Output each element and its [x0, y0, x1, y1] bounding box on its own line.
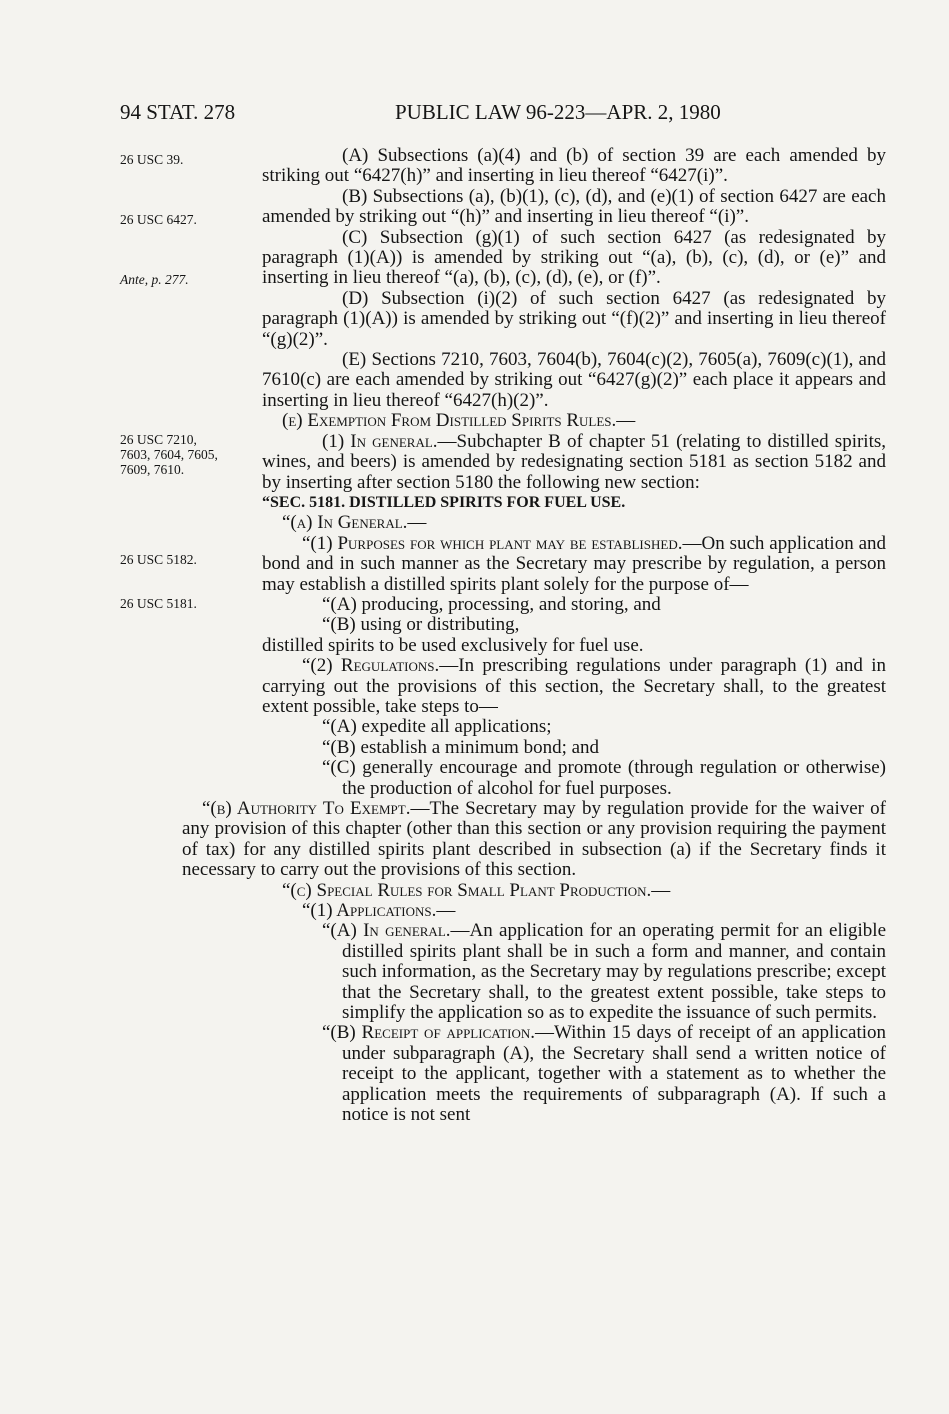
paragraph-heading: “(2) Regulations.: [302, 655, 440, 677]
paragraph-heading: “(1) Purposes for which plant may be established.: [302, 532, 683, 554]
running-header: PUBLIC LAW 96-223—APR. 2, 1980: [395, 100, 721, 124]
paragraph-heading: “(B) Receipt of application.: [322, 1022, 535, 1044]
paragraph-text: —Within 15 days of receipt of an application under subparagraph (A), the Secretary shall send a written notice of receipt to the applicant, together with a statement as to whether the application meets the requirements of subparagraph (A). If such a notice is not sent: [342, 1022, 887, 1126]
paragraph-heading: “(A) In general.: [322, 920, 451, 942]
paragraph-text: —The Secretary may by regulation provide for the waiver of any provision of this chapter (other than this section or any provision requiring the payment of tax) for any distilled spirits plant described in subsection (a) if the Secretary finds it necessary to carry out the provisions of this section.: [182, 798, 886, 881]
paragraph-B: (B) Subsections (a), (b)(1), (c), (d), and (e)(1) of section 6427 are each amended by striking out “(h)” and inserting in lieu thereof “(i)”.: [262, 185, 886, 228]
margin-note: Ante, p. 277.: [120, 272, 189, 287]
subsection-a-heading: “(a) In General.—: [282, 512, 427, 534]
paragraph-text: —In prescribing regulations under paragraph (1) and in carrying out the provisions of this section, the Secretary shall, to the greatest extent possible, take steps to—: [262, 655, 886, 717]
paragraph-a2: [262, 656, 886, 717]
margin-note-line: 26 USC 7210,: [120, 432, 197, 447]
margin-note-line: 7603, 7604, 7605,: [120, 447, 218, 462]
margin-note: 26 USC 5182.: [120, 552, 197, 567]
margin-note-line: 7609, 7610.: [120, 462, 185, 477]
clause-a2B: “(B) establish a minimum bond; and: [322, 736, 600, 758]
paragraph-C: (C) Subsection (g)(1) of such section 6427 (as redesignated by paragraph (1)(A)) is amended by striking out “(a), (b), (c), (d), or (e)” and inserting in lieu thereof “(a), (b), (c), (d), (e), or (f)”.: [262, 226, 886, 289]
paragraph-D: (D) Subsection (i)(2) of such section 6427 (as redesignated by paragraph (1)(A)) is amended by striking out “(f)(2)” and inserting in lieu thereof “(g)(2)”.: [262, 287, 886, 350]
paragraph-text: —On such application and bond and in such manner as the Secretary may prescribe by regulation, a person may establish a distilled spirits plant solely for the purpose of—: [262, 532, 886, 595]
paragraph-text: —Subchapter B of chapter 51 (relating to distilled spirits, wines, and beers) is amended by redesignating section 5181 as section 5182 and by inserting after section 5180 the following new section:: [262, 430, 887, 493]
clause-c1B: [262, 1023, 886, 1125]
clause-a2A: “(A) expedite all applications;: [322, 716, 552, 738]
paragraph-E: (E) Sections 7210, 7603, 7604(b), 7604(c)(2), 7605(a), 7609(c)(1), and 7610(c) are each amended by striking out “6427(g)(2)” each place it appears and inserting in lieu thereof “6427(h)(2)”.: [262, 349, 886, 411]
paragraph-A: (A) Subsections (a)(4) and (b) of section 39 are each amended by striking out “6427(h)” and inserting in lieu thereof “6427(i)”.: [262, 145, 886, 187]
margin-note: 26 USC 6427.: [120, 212, 197, 227]
subsection-e-heading: (e) Exemption From Distilled Spirits Rules.—: [282, 410, 636, 432]
statute-text: [182, 145, 887, 1126]
subsection-b: [182, 799, 886, 881]
margin-note: 26 USC 5181.: [120, 596, 197, 611]
paragraph-a1: [262, 534, 886, 595]
paragraph-heading: (1) In general.: [322, 430, 438, 452]
clause-a1B: “(B) using or distributing,: [322, 614, 520, 636]
paragraph-heading: “(b) Authority To Exempt.: [202, 798, 411, 819]
clause-a2C: “(C) generally encourage and promote (through regulation or otherwise) the production of alcohol for fuel purposes.: [322, 757, 886, 799]
margin-note: [120, 432, 218, 477]
clause-a1A: “(A) producing, processing, and storing, and: [322, 593, 661, 615]
margin-note: 26 USC 39.: [120, 152, 184, 167]
subsection-c-heading: “(c) Special Rules for Small Plant Production.—: [282, 879, 671, 901]
page-citation: 94 STAT. 278: [120, 100, 236, 124]
paragraph-text: —An application for an operating permit for an eligible distilled spirits plant shall be in such a form and manner, and contain such information, as the Secretary may by regulations prescribe; except that the Secretary shall, to the greatest extent possible, take steps to simplify the application so as to expedite the issuance of such permits.: [342, 920, 887, 1024]
new-section-heading: “SEC. 5181. DISTILLED SPIRITS FOR FUEL USE.: [262, 493, 626, 511]
paragraph-c1-heading: “(1) Applications.—: [302, 900, 456, 922]
paragraph-a1-tail: distilled spirits to be used exclusively for fuel use.: [262, 634, 644, 656]
clause-c1A: [262, 921, 886, 1023]
subsection-e-paragraph-1: [262, 432, 886, 493]
